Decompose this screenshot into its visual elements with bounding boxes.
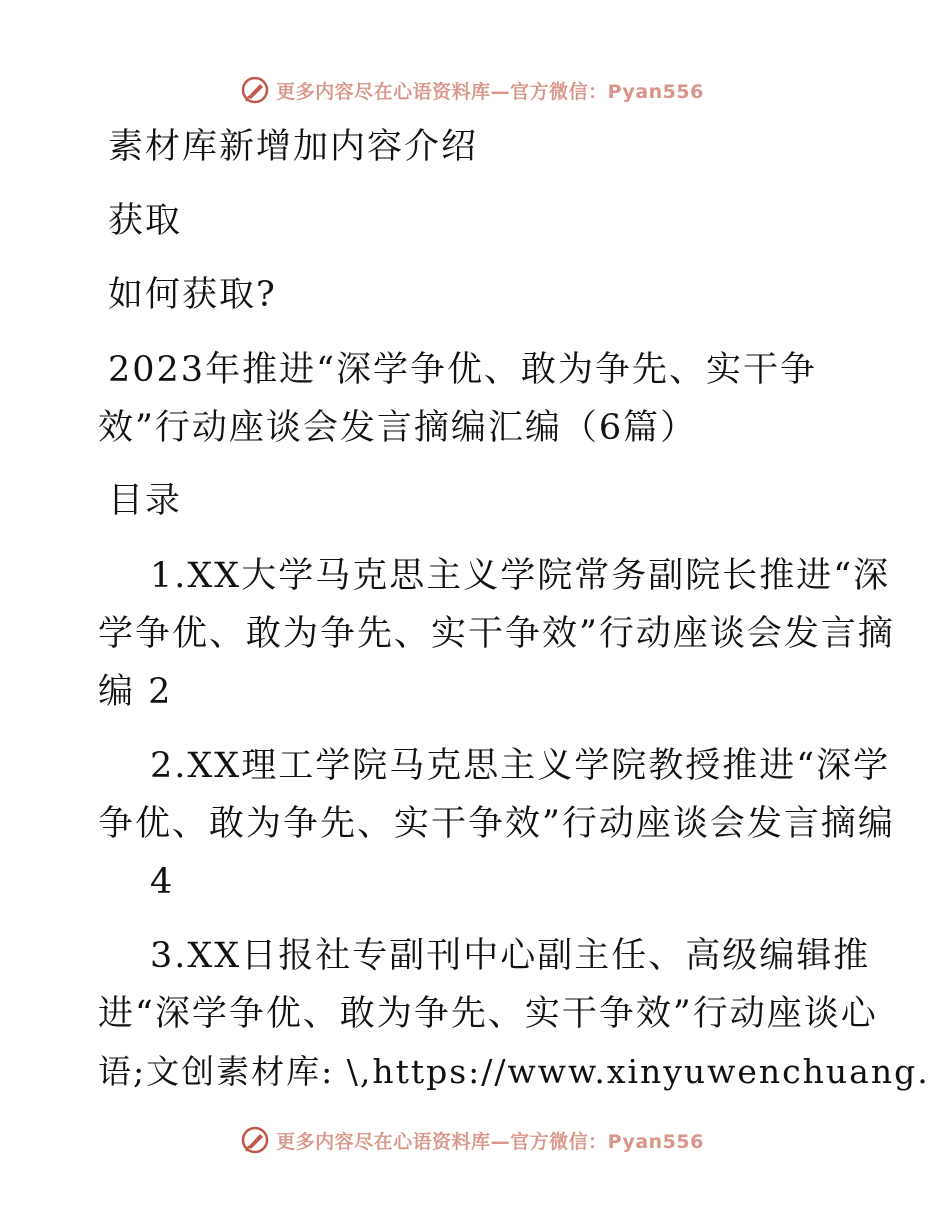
header-watermark-banner [0, 70, 950, 110]
toc-item: 学争优、敢为争先、实干争效”行动座谈会发言摘 [98, 614, 895, 654]
doc-line: 如何获取? [108, 275, 277, 315]
quill-pen-logo-icon [240, 75, 270, 105]
toc-item: 3.XX日报社专副刊中心副主任、高级编辑推 [150, 936, 871, 976]
toc-item: 编 2 [98, 672, 173, 712]
toc-item: 语;文创素材库: \,https://www.xinyuwenchuang. [98, 1052, 930, 1091]
watermark-text: 更多内容尽在心语资料库—官方微信：Pyan556 [276, 1130, 704, 1153]
doc-line: 获取 [108, 201, 183, 241]
doc-heading-toc: 目录 [108, 481, 183, 521]
toc-item: 4 [150, 862, 175, 902]
doc-line: 素材库新增加内容介绍 [108, 127, 479, 167]
doc-line: 效”行动座谈会发言摘编汇编（6篇） [98, 408, 698, 448]
toc-item: 1.XX大学马克思主义学院常务副院长推进“深 [150, 556, 891, 596]
doc-line: 2023年推进“深学争优、敢为争先、实干争 [108, 350, 817, 390]
footer-watermark-banner [0, 1120, 950, 1160]
watermark-text: 更多内容尽在心语资料库—官方微信：Pyan556 [276, 80, 704, 103]
toc-item: 进“深学争优、敢为争先、实干争效”行动座谈心 [98, 994, 878, 1034]
toc-item: 2.XX理工学院马克思主义学院教授推进“深学 [150, 746, 891, 786]
quill-pen-logo-icon [240, 1125, 270, 1155]
toc-item: 争优、敢为争先、实干争效”行动座谈会发言摘编 [98, 804, 895, 844]
